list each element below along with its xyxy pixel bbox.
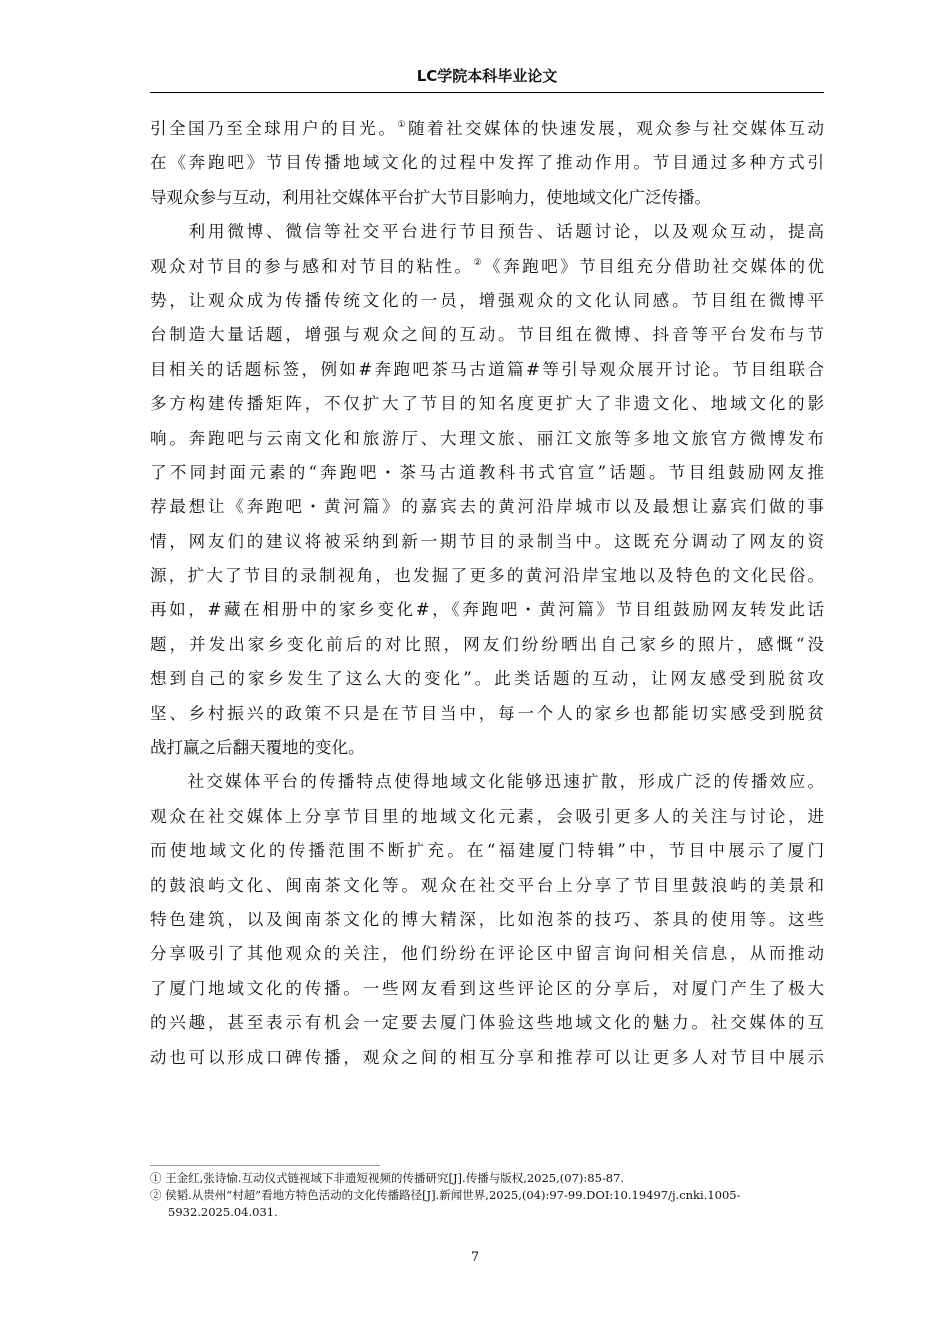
text-segment: 了厦门地域文化的传播。一些网友看到这些评论区的分享后，对厦门产生了极大: [150, 978, 824, 998]
text-line: [150, 662, 824, 696]
text-segment: 在《奔跑吧》节目传播地域文化的过程中发挥了推动作用。节目通过多种方式引: [150, 153, 824, 173]
text-line: [150, 593, 824, 627]
text-segment: 目相关的话题标签，例如#奔跑吧茶马古道篇#等引导观众展开讨论。节目组联合: [150, 359, 824, 379]
text-segment: 想到自己的家乡发生了这么大的变化”。此类话题的互动，让网友感受到脱贫攻: [150, 669, 824, 689]
footnote-divider: [150, 1165, 380, 1166]
text-segment: 利用微博、微信等社交平台进行节目预告、话题讨论，以及观众互动，提高: [150, 222, 824, 242]
footnote-text-continued: 5932.2025.04.031.: [168, 1205, 278, 1219]
text-line: [150, 972, 824, 1006]
text-segment: 引全国乃至全球用户的目光。: [150, 119, 398, 138]
text-segment: 分享吸引了其他观众的关注，他们纷纷在评论区中留言询问相关信息，从而推动: [150, 944, 824, 964]
text-segment: 荐最想让《奔跑吧・黄河篇》的嘉宾去的黄河沿岸城市以及最想让嘉宾们做的事: [150, 497, 824, 517]
text-segment: 而使地域文化的传播范围不断扩充。在“福建厦门特辑”中，节目中展示了厦门: [150, 841, 824, 861]
page-number: 7: [470, 1250, 480, 1265]
text-segment: 势，让观众成为传播传统文化的一员，增强观众的文化认同感。节目组在微博平: [150, 290, 824, 310]
text-line: [150, 353, 824, 387]
text-segment: 战打赢之后翻天覆地的变化。: [150, 738, 365, 758]
text-line: [150, 112, 824, 146]
text-segment: 观众在社交媒体上分享节目里的地域文化元素，会吸引更多人的关注与讨论，进: [150, 806, 824, 826]
text-line: [150, 903, 824, 937]
text-line: [150, 525, 824, 559]
text-line: [150, 731, 824, 765]
text-line: [150, 834, 824, 868]
text-segment: 观众对节目的参与感和对节目的粘性。: [150, 256, 474, 276]
text-segment: 动也可以形成口碑传播，观众之间的相互分享和推荐可以让更多人对节目中展示: [150, 1047, 824, 1067]
text-segment: 随着社交媒体的快速发展，观众参与社交媒体互动: [407, 119, 824, 138]
text-line: [150, 628, 824, 662]
text-segment: 题，并发出家乡变化前后的对比照，网友们纷纷晒出自己家乡的照片，感慨“没: [150, 634, 824, 654]
footnote-2: [150, 1187, 824, 1221]
text-line: [150, 697, 824, 731]
page-header: [150, 62, 824, 93]
text-segment: 源，扩大了节目的录制视角，也发掘了更多的黄河沿岸宝地以及特色的文化民俗。: [150, 566, 824, 586]
text-line: [150, 422, 824, 456]
header-title: LC学院本科毕业论文: [416, 67, 558, 85]
text-line: [150, 869, 824, 903]
text-line: [150, 250, 824, 284]
footnote-ref: ①: [397, 120, 408, 130]
footnote-ref: ②: [473, 257, 485, 268]
text-segment: 台制造大量话题，增强与观众之间的互动。节目组在微博、抖音等平台发布与节: [150, 325, 824, 345]
footnote-text: 侯韬.从贵州“村超”看地方特色活动的文化传播路径[J].新闻世界,2025,(04):97-99.DOI:10.19497/j.cnki.1005-: [165, 1188, 741, 1202]
text-segment: 了不同封面元素的“奔跑吧・茶马古道教科书式官宣”话题。节目组鼓励网友推: [150, 462, 824, 482]
text-segment: 再如，#藏在相册中的家乡变化#，《奔跑吧・黄河篇》节目组鼓励网友转发此话: [150, 600, 824, 620]
text-line: [150, 559, 824, 593]
text-segment: 情，网友们的建议将被采纳到新一期节目的录制当中。这既充分调动了网友的资: [150, 531, 824, 551]
text-segment: 的鼓浪屿文化、闽南茶文化等。观众在社交平台上分享了节目里鼓浪屿的美景和: [150, 875, 824, 895]
text-line: [150, 318, 824, 352]
text-line: [150, 1041, 824, 1075]
text-line: [150, 181, 824, 215]
body-text: [150, 112, 824, 1075]
text-segment: 社交媒体平台的传播特点使得地域文化能够迅速扩散，形成广泛的传播效应。: [150, 772, 824, 792]
footnote-mark: ①: [150, 1171, 162, 1185]
text-segment: 导观众参与互动，利用社交媒体平台扩大节目影响力，使地域文化广泛传播。: [150, 187, 711, 207]
text-segment: 坚、乡村振兴的政策不只是在节目当中，每一个人的家乡也都能切实感受到脱贫: [150, 703, 824, 723]
text-line: [150, 490, 824, 524]
text-line: [150, 456, 824, 490]
text-line: [150, 937, 824, 971]
text-segment: 响。奔跑吧与云南文化和旅游厅、大理文旅、丽江文旅等多地文旅官方微博发布: [150, 428, 824, 448]
text-line: [150, 215, 824, 249]
text-segment: 特色建筑，以及闽南茶文化的博大精深，比如泡茶的技巧、茶具的使用等。这些: [150, 909, 824, 929]
text-line: [150, 284, 824, 318]
footnote-text: 王金红,张诗愉.互动仪式链视域下非遗短视频的传播研究[J].传播与版权,2025,(07):85-87.: [165, 1171, 625, 1185]
text-line: [150, 387, 824, 421]
footnote-1: [150, 1170, 824, 1187]
footnotes: [150, 1170, 824, 1221]
text-segment: 《奔跑吧》节目组充分借助社交媒体的优: [484, 256, 824, 276]
text-segment: 的兴趣，甚至表示有机会一定要去厦门体验这些地域文化的魅力。社交媒体的互: [150, 1013, 824, 1033]
text-segment: 多方构建传播矩阵，不仅扩大了节目的知名度更扩大了非遗文化、地域文化的影: [150, 394, 824, 414]
text-line: [150, 1006, 824, 1040]
footnote-mark: ②: [150, 1188, 162, 1202]
text-line: [150, 146, 824, 180]
text-line: [150, 800, 824, 834]
text-line: [150, 765, 824, 799]
